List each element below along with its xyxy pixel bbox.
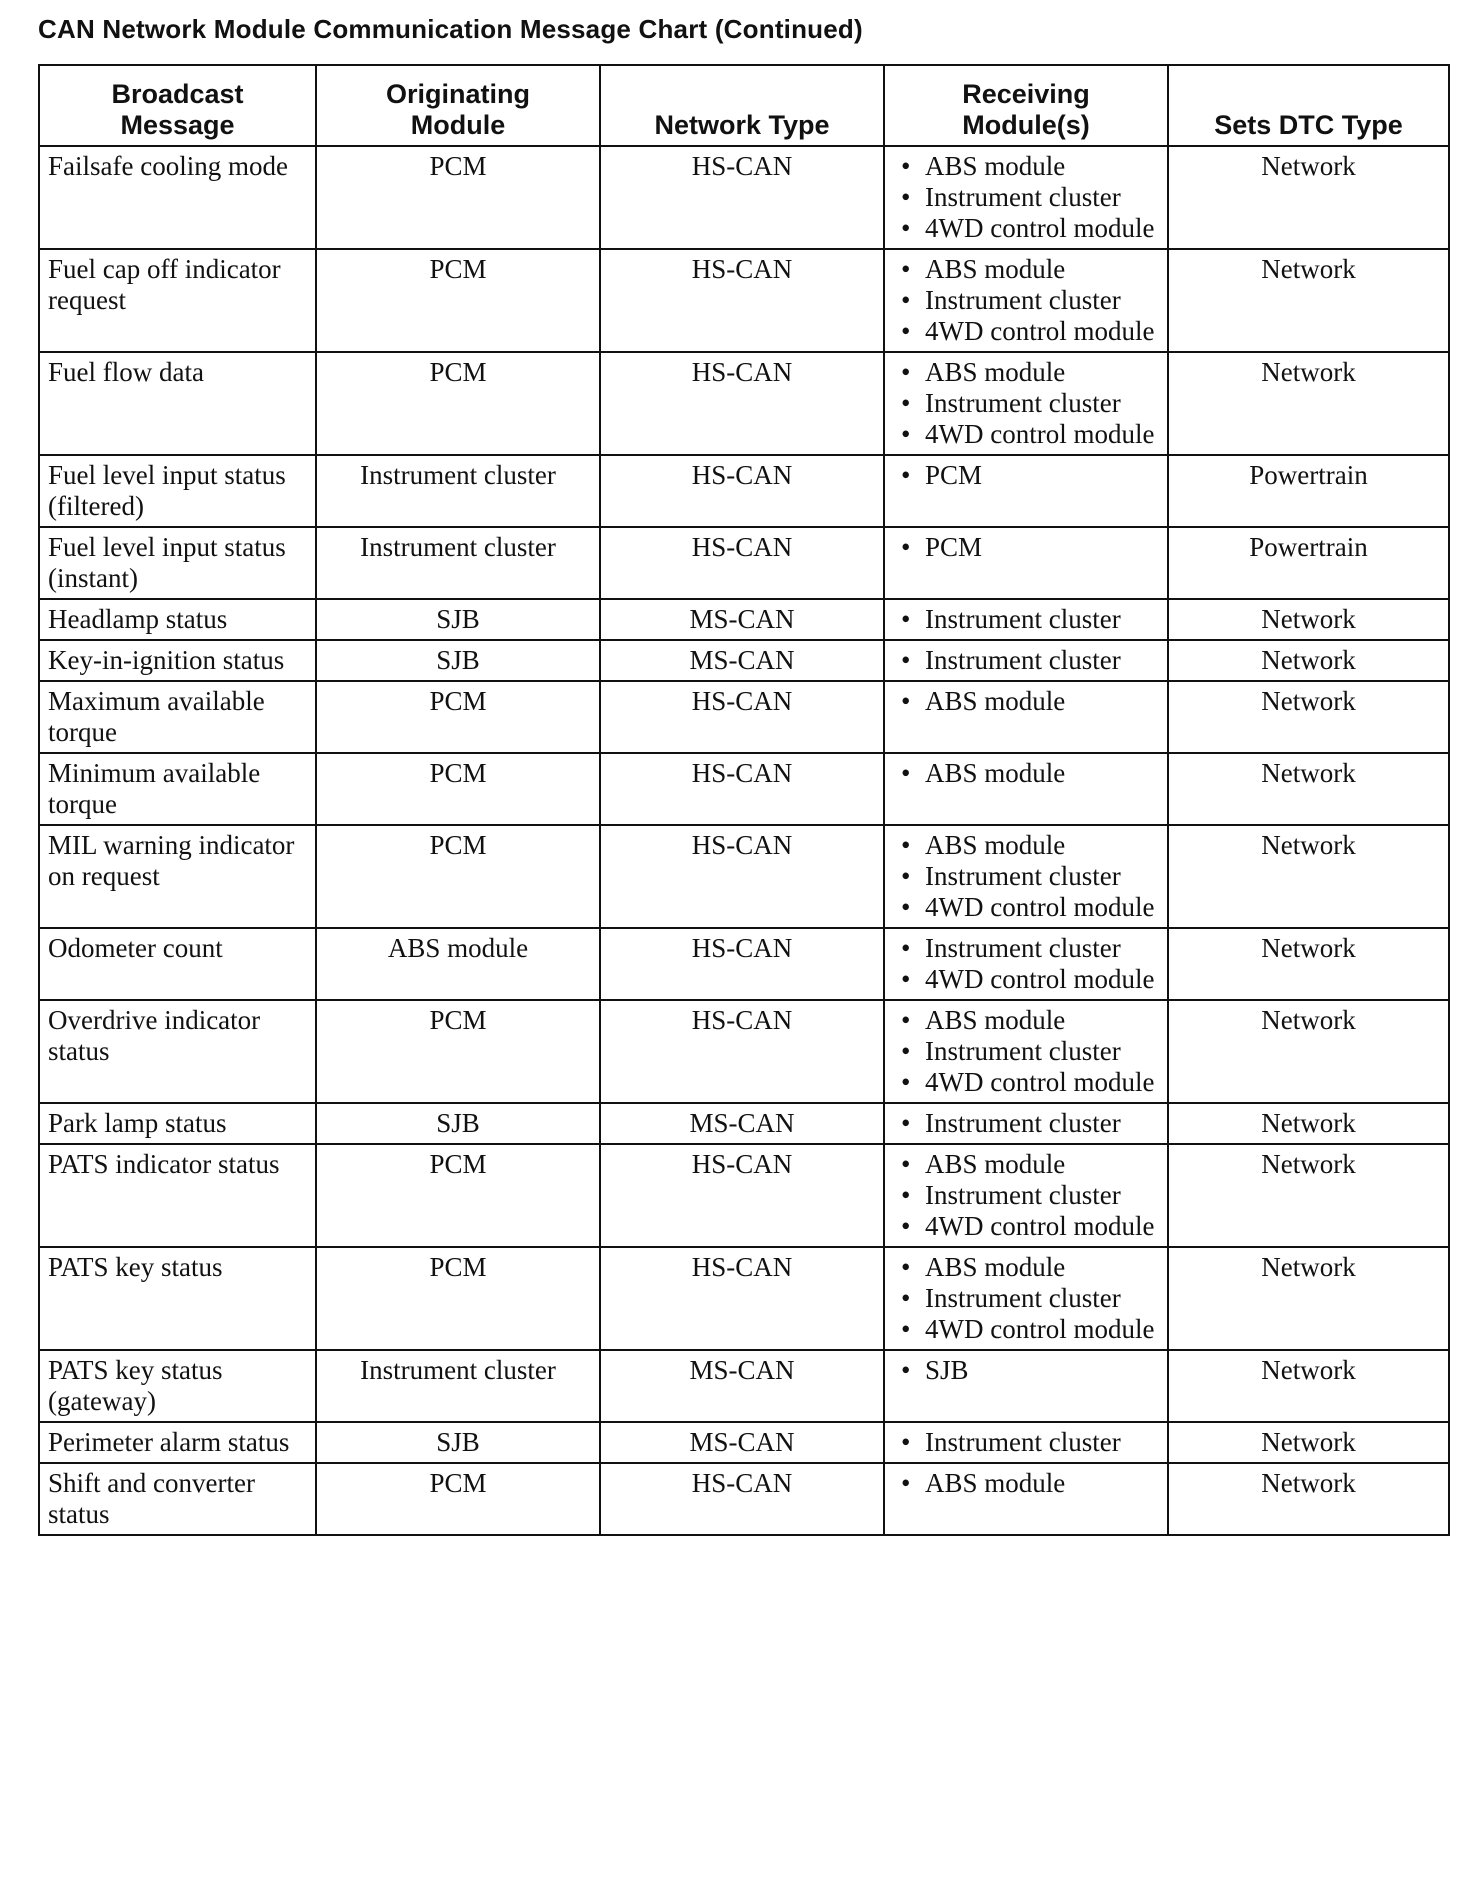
receiving-module-text: Instrument cluster: [925, 861, 1121, 891]
network-type-cell: MS-CAN: [600, 599, 884, 640]
bullet-icon: •: [901, 645, 911, 675]
broadcast-message-cell: Odometer count: [39, 928, 316, 1000]
header-receiving-line-2: Module(s): [962, 110, 1090, 140]
receiving-modules-list: [893, 686, 1159, 717]
header-dtc-line-1: Sets DTC Type: [1214, 110, 1403, 140]
network-type-cell: MS-CAN: [600, 1422, 884, 1463]
receiving-modules-cell: [884, 1247, 1168, 1350]
receiving-module-text: ABS module: [925, 357, 1066, 387]
sets-dtc-type-cell: Network: [1168, 599, 1449, 640]
broadcast-message-cell: Maximum available torque: [39, 681, 316, 753]
header-sets-dtc-type: [1168, 65, 1449, 146]
table-row: [39, 249, 1449, 352]
originating-module-cell: PCM: [316, 825, 600, 928]
receiving-module-text: ABS module: [925, 686, 1066, 716]
bullet-icon: •: [901, 460, 911, 490]
receiving-modules-list: [893, 151, 1159, 244]
sets-dtc-type-cell: Network: [1168, 1350, 1449, 1422]
broadcast-message-cell: Fuel level input status (filtered): [39, 455, 316, 527]
table-row: [39, 681, 1449, 753]
list-item: [893, 213, 1159, 244]
table-row: [39, 1422, 1449, 1463]
list-item: [893, 1355, 1159, 1386]
list-item: [893, 357, 1159, 388]
receiving-module-text: Instrument cluster: [925, 182, 1121, 212]
originating-module-cell: PCM: [316, 1463, 600, 1535]
originating-module-cell: SJB: [316, 640, 600, 681]
receiving-module-text: 4WD control module: [925, 316, 1155, 346]
sets-dtc-type-cell: Network: [1168, 146, 1449, 249]
bullet-icon: •: [901, 388, 911, 418]
receiving-modules-cell: [884, 1144, 1168, 1247]
header-originating-module: [316, 65, 600, 146]
receiving-modules-list: [893, 1355, 1159, 1386]
receiving-module-text: 4WD control module: [925, 419, 1155, 449]
page-title: CAN Network Module Communication Message Chart (Continued): [38, 14, 863, 44]
bullet-icon: •: [901, 686, 911, 716]
receiving-module-text: Instrument cluster: [925, 1180, 1121, 1210]
sets-dtc-type-cell: Network: [1168, 640, 1449, 681]
originating-module-cell: Instrument cluster: [316, 1350, 600, 1422]
list-item: [893, 830, 1159, 861]
sets-dtc-type-cell: Network: [1168, 249, 1449, 352]
header-network-line-1: Network Type: [654, 110, 830, 140]
broadcast-message-cell: Park lamp status: [39, 1103, 316, 1144]
receiving-module-text: Instrument cluster: [925, 1036, 1121, 1066]
broadcast-message-cell: Headlamp status: [39, 599, 316, 640]
table-row: [39, 1247, 1449, 1350]
bullet-icon: •: [901, 604, 911, 634]
receiving-module-text: Instrument cluster: [925, 1283, 1121, 1313]
bullet-icon: •: [901, 1252, 911, 1282]
bullet-icon: •: [901, 830, 911, 860]
broadcast-message-cell: Fuel level input status (instant): [39, 527, 316, 599]
network-type-cell: HS-CAN: [600, 928, 884, 1000]
broadcast-message-cell: Fuel cap off indicator request: [39, 249, 316, 352]
receiving-modules-cell: [884, 249, 1168, 352]
table-row: [39, 1000, 1449, 1103]
list-item: [893, 758, 1159, 789]
receiving-modules-cell: [884, 640, 1168, 681]
table-row: [39, 352, 1449, 455]
receiving-modules-list: [893, 1108, 1159, 1139]
bullet-icon: •: [901, 1314, 911, 1344]
list-item: [893, 285, 1159, 316]
network-type-cell: HS-CAN: [600, 1247, 884, 1350]
bullet-icon: •: [901, 1108, 911, 1138]
table-row: [39, 1103, 1449, 1144]
receiving-modules-list: [893, 830, 1159, 923]
receiving-module-text: 4WD control module: [925, 892, 1155, 922]
list-item: [893, 1149, 1159, 1180]
receiving-modules-cell: [884, 1422, 1168, 1463]
receiving-modules-list: [893, 604, 1159, 635]
network-type-cell: MS-CAN: [600, 1103, 884, 1144]
receiving-module-text: ABS module: [925, 254, 1066, 284]
bullet-icon: •: [901, 1427, 911, 1457]
list-item: [893, 1252, 1159, 1283]
bullet-icon: •: [901, 1211, 911, 1241]
table-row: [39, 1463, 1449, 1535]
receiving-modules-cell: [884, 1350, 1168, 1422]
receiving-modules-list: [893, 1005, 1159, 1098]
sets-dtc-type-cell: Network: [1168, 753, 1449, 825]
receiving-modules-list: [893, 254, 1159, 347]
bullet-icon: •: [901, 1283, 911, 1313]
originating-module-cell: PCM: [316, 352, 600, 455]
list-item: [893, 151, 1159, 182]
list-item: [893, 532, 1159, 563]
receiving-modules-cell: [884, 1463, 1168, 1535]
bullet-icon: •: [901, 758, 911, 788]
table-row: [39, 599, 1449, 640]
list-item: [893, 1108, 1159, 1139]
bullet-icon: •: [901, 285, 911, 315]
header-network-type: [600, 65, 884, 146]
bullet-icon: •: [901, 1468, 911, 1498]
receiving-modules-list: [893, 645, 1159, 676]
list-item: [893, 1211, 1159, 1242]
broadcast-message-cell: PATS key status (gateway): [39, 1350, 316, 1422]
header-originating-line-2: Module: [410, 110, 506, 140]
originating-module-cell: SJB: [316, 1103, 600, 1144]
sets-dtc-type-cell: Network: [1168, 825, 1449, 928]
network-type-cell: HS-CAN: [600, 753, 884, 825]
originating-module-cell: PCM: [316, 146, 600, 249]
sets-dtc-type-cell: Network: [1168, 1463, 1449, 1535]
bullet-icon: •: [901, 1149, 911, 1179]
receiving-module-text: ABS module: [925, 151, 1066, 181]
broadcast-message-cell: Failsafe cooling mode: [39, 146, 316, 249]
list-item: [893, 1036, 1159, 1067]
originating-module-cell: Instrument cluster: [316, 455, 600, 527]
receiving-modules-list: [893, 1252, 1159, 1345]
table-row: [39, 928, 1449, 1000]
list-item: [893, 604, 1159, 635]
originating-module-cell: Instrument cluster: [316, 527, 600, 599]
receiving-module-text: 4WD control module: [925, 213, 1155, 243]
receiving-module-text: Instrument cluster: [925, 388, 1121, 418]
list-item: [893, 1283, 1159, 1314]
list-item: [893, 933, 1159, 964]
list-item: [893, 1067, 1159, 1098]
bullet-icon: •: [901, 151, 911, 181]
list-item: [893, 861, 1159, 892]
sets-dtc-type-cell: Network: [1168, 928, 1449, 1000]
bullet-icon: •: [901, 933, 911, 963]
originating-module-cell: PCM: [316, 1144, 600, 1247]
receiving-modules-list: [893, 933, 1159, 995]
receiving-module-text: Instrument cluster: [925, 285, 1121, 315]
list-item: [893, 1427, 1159, 1458]
list-item: [893, 1180, 1159, 1211]
bullet-icon: •: [901, 964, 911, 994]
network-type-cell: HS-CAN: [600, 1463, 884, 1535]
receiving-module-text: Instrument cluster: [925, 1108, 1121, 1138]
header-row: [39, 65, 1449, 146]
receiving-module-text: ABS module: [925, 1005, 1066, 1035]
table-row: [39, 1144, 1449, 1247]
receiving-module-text: 4WD control module: [925, 1314, 1155, 1344]
table-body: [39, 146, 1449, 1535]
network-type-cell: HS-CAN: [600, 1144, 884, 1247]
receiving-modules-cell: [884, 352, 1168, 455]
sets-dtc-type-cell: Network: [1168, 352, 1449, 455]
bullet-icon: •: [901, 1067, 911, 1097]
list-item: [893, 1005, 1159, 1036]
originating-module-cell: PCM: [316, 681, 600, 753]
receiving-modules-cell: [884, 1000, 1168, 1103]
broadcast-message-cell: PATS key status: [39, 1247, 316, 1350]
list-item: [893, 316, 1159, 347]
list-item: [893, 1468, 1159, 1499]
list-item: [893, 892, 1159, 923]
network-type-cell: HS-CAN: [600, 146, 884, 249]
table-row: [39, 146, 1449, 249]
bullet-icon: •: [901, 1036, 911, 1066]
sets-dtc-type-cell: Network: [1168, 1144, 1449, 1247]
header-broadcast-line-2: Message: [120, 110, 235, 140]
list-item: [893, 419, 1159, 450]
network-type-cell: HS-CAN: [600, 249, 884, 352]
sets-dtc-type-cell: Network: [1168, 1103, 1449, 1144]
header-originating-line-1: Originating: [386, 79, 530, 109]
header-receiving-modules: [884, 65, 1168, 146]
receiving-modules-cell: [884, 455, 1168, 527]
bullet-icon: •: [901, 861, 911, 891]
receiving-modules-cell: [884, 928, 1168, 1000]
receiving-modules-list: [893, 1468, 1159, 1499]
originating-module-cell: PCM: [316, 753, 600, 825]
table-row: [39, 1350, 1449, 1422]
receiving-modules-list: [893, 357, 1159, 450]
list-item: [893, 1314, 1159, 1345]
receiving-modules-cell: [884, 753, 1168, 825]
receiving-modules-list: [893, 532, 1159, 563]
bullet-icon: •: [901, 357, 911, 387]
receiving-module-text: 4WD control module: [925, 1211, 1155, 1241]
message-chart-table: [38, 64, 1450, 1536]
list-item: [893, 182, 1159, 213]
receiving-modules-cell: [884, 825, 1168, 928]
receiving-module-text: PCM: [925, 460, 983, 490]
receiving-modules-list: [893, 1427, 1159, 1458]
bullet-icon: •: [901, 419, 911, 449]
list-item: [893, 460, 1159, 491]
receiving-modules-cell: [884, 599, 1168, 640]
originating-module-cell: PCM: [316, 1247, 600, 1350]
sets-dtc-type-cell: Powertrain: [1168, 455, 1449, 527]
receiving-modules-cell: [884, 1103, 1168, 1144]
bullet-icon: •: [901, 532, 911, 562]
receiving-modules-list: [893, 758, 1159, 789]
bullet-icon: •: [901, 1005, 911, 1035]
receiving-module-text: ABS module: [925, 1149, 1066, 1179]
originating-module-cell: ABS module: [316, 928, 600, 1000]
sets-dtc-type-cell: Network: [1168, 1247, 1449, 1350]
receiving-module-text: Instrument cluster: [925, 1427, 1121, 1457]
broadcast-message-cell: Key-in-ignition status: [39, 640, 316, 681]
sets-dtc-type-cell: Powertrain: [1168, 527, 1449, 599]
receiving-modules-list: [893, 1149, 1159, 1242]
header-broadcast-line-1: Broadcast: [111, 79, 244, 109]
table-row: [39, 455, 1449, 527]
network-type-cell: MS-CAN: [600, 640, 884, 681]
bullet-icon: •: [901, 254, 911, 284]
originating-module-cell: SJB: [316, 1422, 600, 1463]
list-item: [893, 254, 1159, 285]
table-row: [39, 825, 1449, 928]
list-item: [893, 388, 1159, 419]
receiving-module-text: 4WD control module: [925, 1067, 1155, 1097]
originating-module-cell: PCM: [316, 1000, 600, 1103]
receiving-module-text: Instrument cluster: [925, 604, 1121, 634]
receiving-modules-cell: [884, 146, 1168, 249]
broadcast-message-cell: Perimeter alarm status: [39, 1422, 316, 1463]
header-receiving-line-1: Receiving: [962, 79, 1090, 109]
sets-dtc-type-cell: Network: [1168, 1000, 1449, 1103]
sets-dtc-type-cell: Network: [1168, 1422, 1449, 1463]
sets-dtc-type-cell: Network: [1168, 681, 1449, 753]
bullet-icon: •: [901, 213, 911, 243]
receiving-module-text: ABS module: [925, 758, 1066, 788]
receiving-module-text: PCM: [925, 532, 983, 562]
bullet-icon: •: [901, 1180, 911, 1210]
bullet-icon: •: [901, 892, 911, 922]
list-item: [893, 686, 1159, 717]
receiving-module-text: Instrument cluster: [925, 933, 1121, 963]
table-row: [39, 527, 1449, 599]
broadcast-message-cell: MIL warning indicator on request: [39, 825, 316, 928]
receiving-module-text: Instrument cluster: [925, 645, 1121, 675]
list-item: [893, 645, 1159, 676]
receiving-modules-list: [893, 460, 1159, 491]
receiving-module-text: 4WD control module: [925, 964, 1155, 994]
network-type-cell: HS-CAN: [600, 455, 884, 527]
network-type-cell: HS-CAN: [600, 1000, 884, 1103]
network-type-cell: MS-CAN: [600, 1350, 884, 1422]
header-broadcast-message: [39, 65, 316, 146]
bullet-icon: •: [901, 1355, 911, 1385]
originating-module-cell: SJB: [316, 599, 600, 640]
broadcast-message-cell: Fuel flow data: [39, 352, 316, 455]
receiving-module-text: SJB: [925, 1355, 969, 1385]
table-row: [39, 640, 1449, 681]
receiving-module-text: ABS module: [925, 1252, 1066, 1282]
network-type-cell: HS-CAN: [600, 681, 884, 753]
network-type-cell: HS-CAN: [600, 527, 884, 599]
broadcast-message-cell: Shift and converter status: [39, 1463, 316, 1535]
bullet-icon: •: [901, 182, 911, 212]
network-type-cell: HS-CAN: [600, 352, 884, 455]
originating-module-cell: PCM: [316, 249, 600, 352]
receiving-module-text: ABS module: [925, 830, 1066, 860]
receiving-module-text: ABS module: [925, 1468, 1066, 1498]
list-item: [893, 964, 1159, 995]
table-row: [39, 753, 1449, 825]
network-type-cell: HS-CAN: [600, 825, 884, 928]
broadcast-message-cell: Overdrive indicator status: [39, 1000, 316, 1103]
broadcast-message-cell: PATS indicator status: [39, 1144, 316, 1247]
broadcast-message-cell: Minimum available torque: [39, 753, 316, 825]
bullet-icon: •: [901, 316, 911, 346]
receiving-modules-cell: [884, 681, 1168, 753]
receiving-modules-cell: [884, 527, 1168, 599]
